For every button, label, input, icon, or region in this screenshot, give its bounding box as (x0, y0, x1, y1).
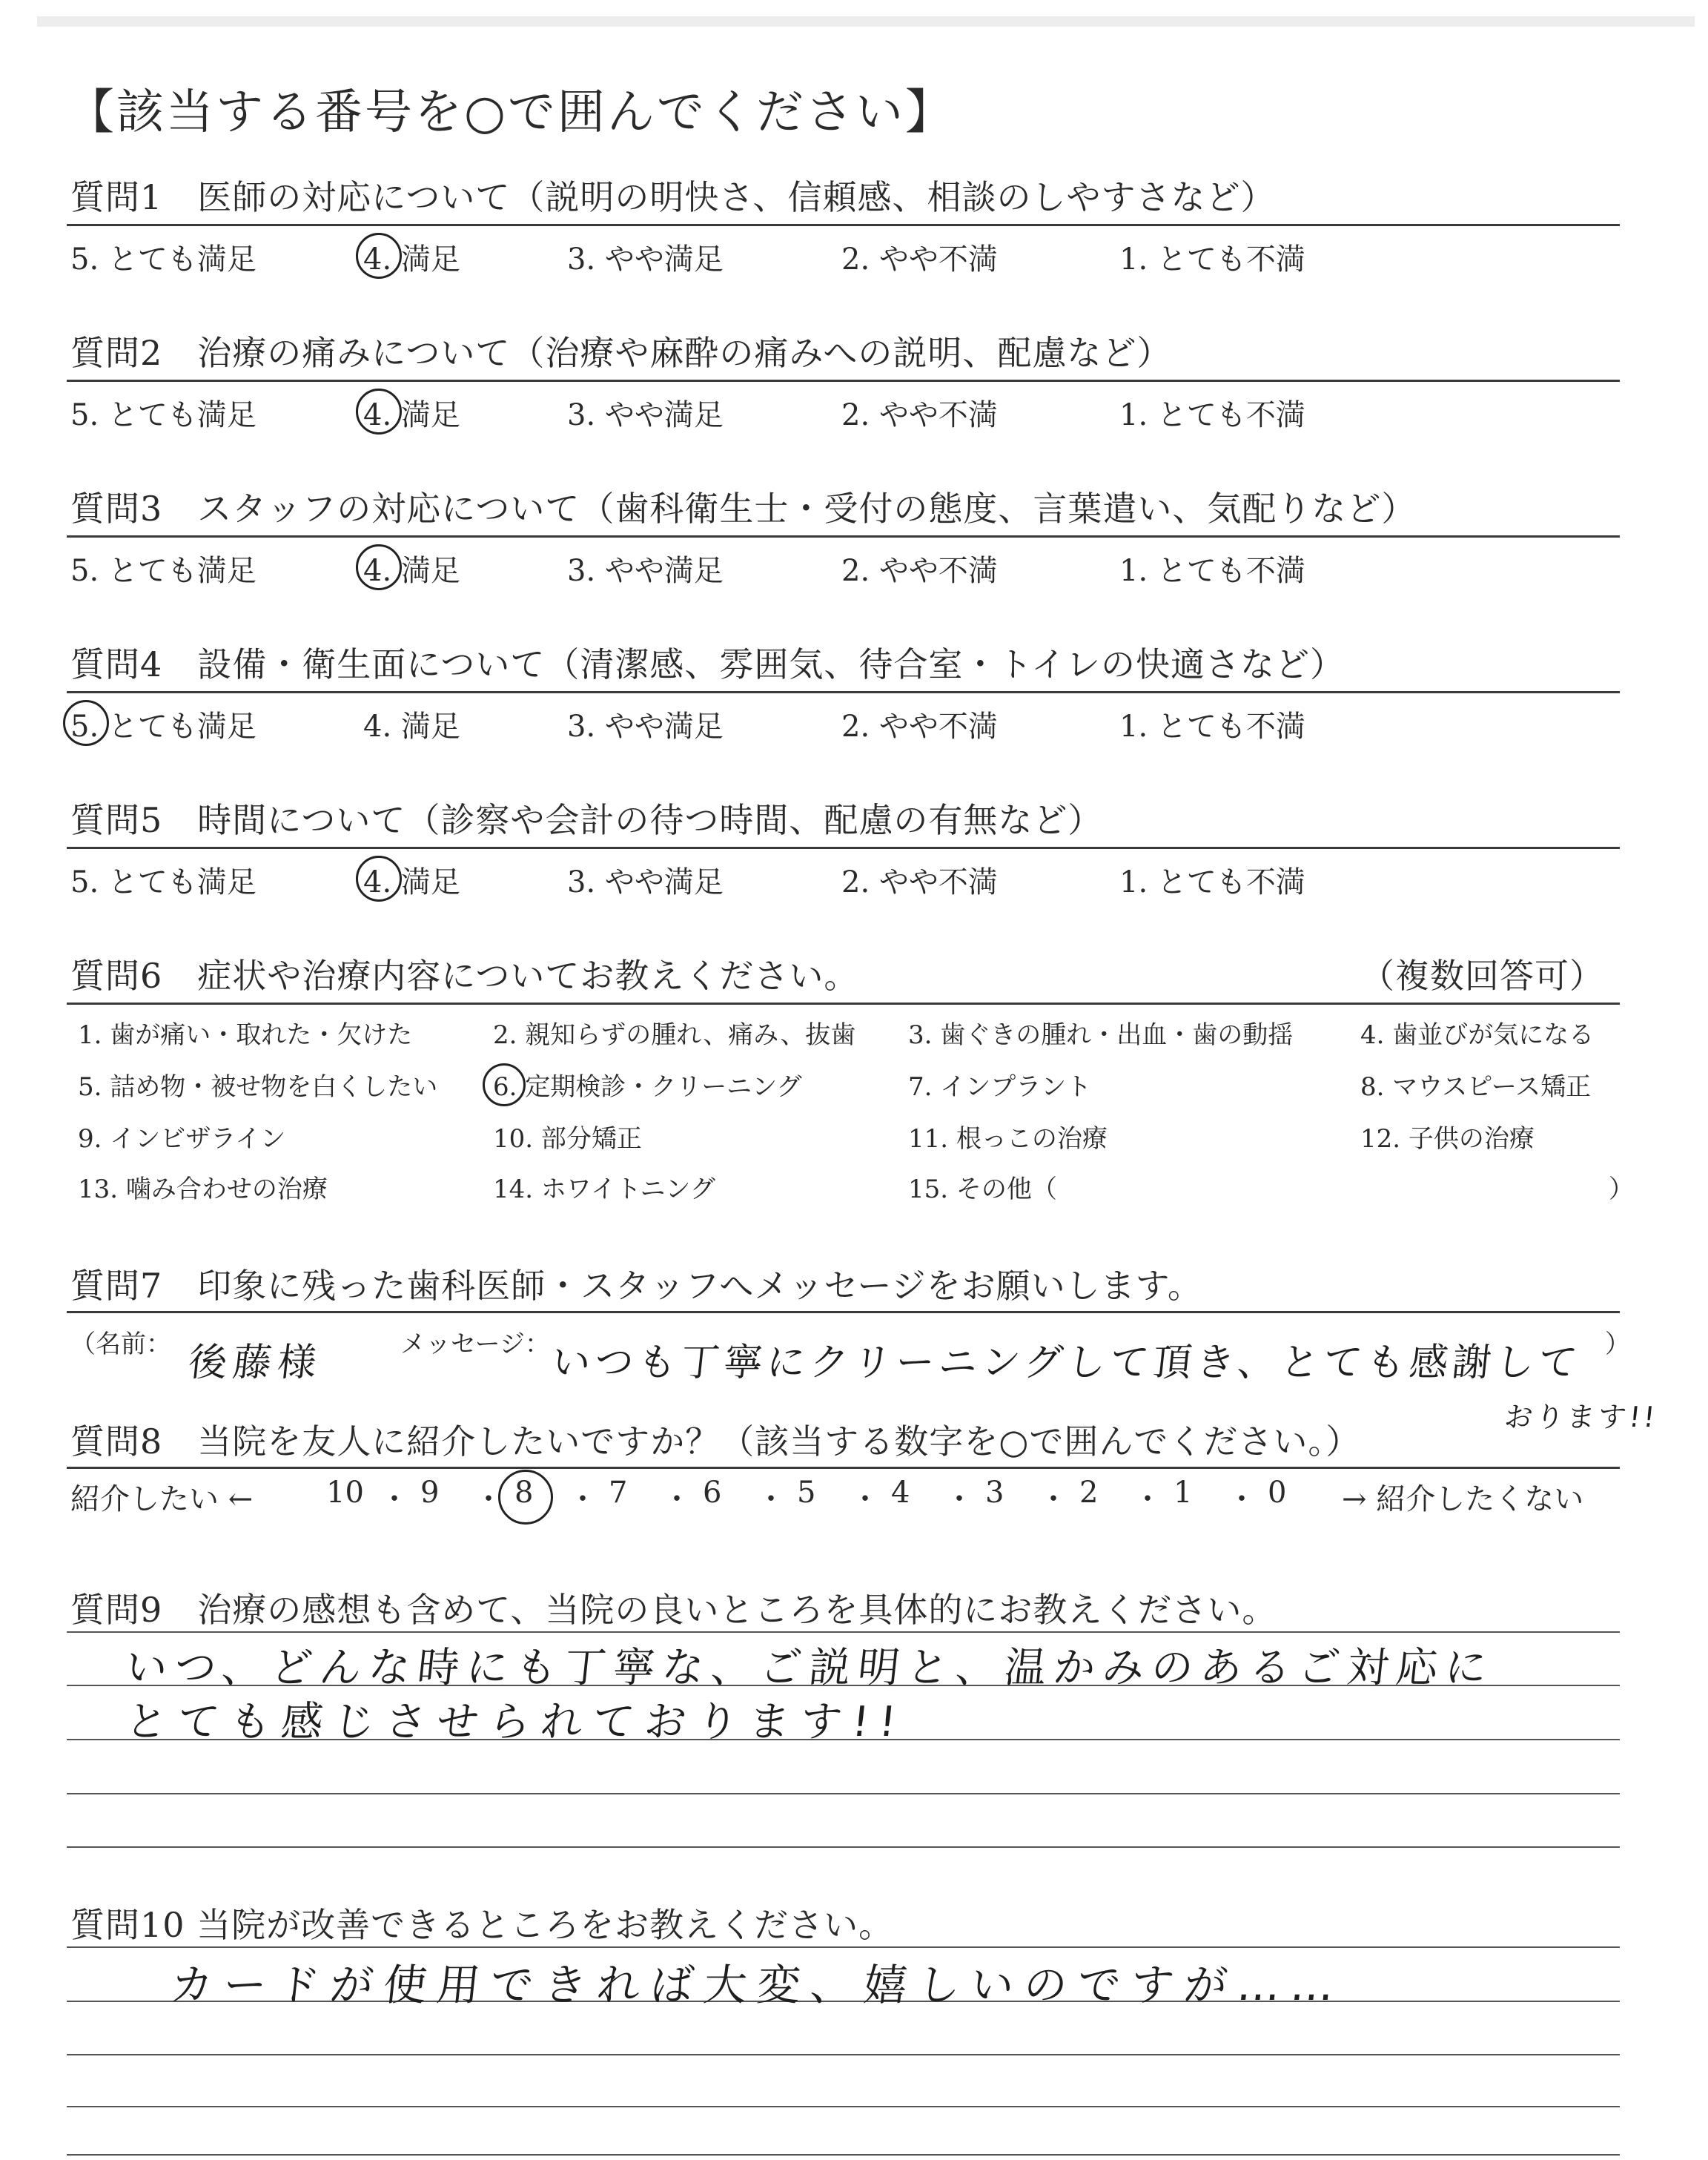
q3-option-4[interactable]: 4. 満足 (363, 554, 460, 588)
q8-score-0[interactable]: 0 (1268, 1476, 1287, 1510)
q7-name-value[interactable]: 後藤様 (186, 1341, 325, 1385)
q5-rule (67, 847, 1620, 849)
q3-option-5[interactable]: 5. とても満足 (70, 554, 256, 588)
q6-option-8[interactable]: 8. マウスピース矯正 (1360, 1072, 1592, 1102)
scan-top-border (37, 16, 1695, 27)
q8-score-9[interactable]: 9 (420, 1476, 440, 1510)
q2-rule (67, 380, 1620, 382)
q10-title: 質問10 当院が改善できるところをお教えください。 (70, 1905, 894, 1945)
q6-title: 質問6 症状や治療内容についてお教えください。 (70, 956, 859, 996)
q6-option-7[interactable]: 7. インプラント (908, 1072, 1092, 1102)
q3-rule (67, 535, 1620, 538)
q8-score-2[interactable]: 2 (1079, 1476, 1099, 1510)
q2-option-3[interactable]: 3. やや満足 (567, 398, 724, 432)
q5-option-5[interactable]: 5. とても満足 (70, 865, 256, 899)
q6-option-2[interactable]: 2. 親知らずの腫れ、痛み、抜歯 (493, 1020, 856, 1050)
q6-option-13[interactable]: 13. 噛み合わせの治療 (78, 1175, 328, 1204)
q8-score-1[interactable]: 1 (1174, 1476, 1193, 1510)
q8-separator-dot: ・ (1227, 1482, 1257, 1516)
q8-score-4[interactable]: 4 (891, 1476, 910, 1510)
q6-option-16: ） (1609, 1175, 1634, 1204)
q5-option-2[interactable]: 2. やや不満 (841, 865, 998, 899)
q5-selected-circle (356, 856, 402, 902)
q8-separator-dot: ・ (662, 1482, 692, 1516)
q8-selected-circle (498, 1470, 553, 1525)
q1-selected-circle (356, 233, 402, 279)
q5-option-3[interactable]: 3. やや満足 (567, 865, 724, 899)
q4-title: 質問4 設備・衛生面について（清潔感、雰囲気、待合室・トイレの快適さなど） (70, 644, 1345, 684)
q10-answer-line-1[interactable]: カードが使用できれば大変、嬉しいのですが…… (167, 1960, 1348, 2010)
q4-option-1[interactable]: 1. とても不満 (1119, 710, 1305, 744)
q6-option-11[interactable]: 11. 根っこの治療 (908, 1124, 1108, 1154)
q10-line-4 (67, 2106, 1620, 2107)
q5-title: 質問5 時間について（診察や会計の待つ時間、配慮の有無など） (70, 800, 1103, 840)
q8-score-6[interactable]: 6 (703, 1476, 722, 1510)
q6-option-5[interactable]: 5. 詰め物・被せ物を白くしたい (78, 1072, 438, 1102)
q4-option-3[interactable]: 3. やや満足 (567, 710, 724, 744)
q3-title: 質問3 スタッフの対応について（歯科衛生士・受付の態度、言葉遣い、気配りなど） (70, 489, 1417, 529)
q2-option-4[interactable]: 4. 満足 (363, 398, 460, 432)
q1-option-5[interactable]: 5. とても満足 (70, 242, 256, 277)
q6-option-12[interactable]: 12. 子供の治療 (1360, 1124, 1535, 1154)
q9-answer-line-1[interactable]: いつ、どんな時にも丁寧な、ご説明と、温かみのあるご対応に (123, 1644, 1497, 1692)
q6-option-15[interactable]: 15. その他（ (908, 1175, 1057, 1204)
q2-selected-circle (356, 389, 402, 435)
q7-title: 質問7 印象に残った歯科医師・スタッフへメッセージをお願いします。 (70, 1266, 1202, 1306)
q8-score-3[interactable]: 3 (985, 1476, 1004, 1510)
q2-option-1[interactable]: 1. とても不満 (1119, 398, 1305, 432)
q6-rule (67, 1003, 1620, 1005)
q3-option-2[interactable]: 2. やや不満 (841, 554, 998, 588)
q8-separator-dot: ・ (1039, 1482, 1068, 1516)
page-heading: 【該当する番号を○で囲んでください】 (67, 85, 955, 140)
q5-option-1[interactable]: 1. とても不満 (1119, 865, 1305, 899)
q8-score-5[interactable]: 5 (797, 1476, 816, 1510)
q4-option-4[interactable]: 4. 満足 (363, 710, 460, 744)
q6-option-9[interactable]: 9. インビザライン (78, 1124, 286, 1154)
q9-answer-line-2[interactable]: とても感じさせられております!! (123, 1698, 909, 1746)
q10-line-1 (67, 1946, 1620, 1948)
q7-name-label: （名前： (70, 1330, 171, 1359)
q6-option-1[interactable]: 1. 歯が痛い・取れた・欠けた (78, 1020, 413, 1050)
q7-rule (67, 1311, 1620, 1313)
q1-title: 質問1 医師の対応について（説明の明快さ、信頼感、相談のしやすさなど） (70, 177, 1276, 217)
q1-option-1[interactable]: 1. とても不満 (1119, 242, 1305, 277)
q6-option-4[interactable]: 4. 歯並びが気になる (1360, 1020, 1595, 1050)
q6-note: （複数回答可） (1360, 956, 1604, 996)
q10-line-5 (67, 2154, 1620, 2156)
q8-score-8[interactable]: 8 (514, 1476, 534, 1510)
q3-option-1[interactable]: 1. とても不満 (1119, 554, 1305, 588)
q8-separator-dot: ・ (474, 1482, 503, 1516)
q1-option-3[interactable]: 3. やや満足 (567, 242, 724, 277)
q6-option-3[interactable]: 3. 歯ぐきの腫れ・出血・歯の動揺 (908, 1020, 1294, 1050)
q9-title: 質問9 治療の感想も含めて、当院の良いところを具体的にお教えください。 (70, 1590, 1277, 1630)
q4-option-5[interactable]: 5. とても満足 (70, 710, 256, 744)
q8-separator-dot: ・ (756, 1482, 786, 1516)
q8-separator-dot: ・ (380, 1482, 409, 1516)
q4-option-2[interactable]: 2. やや不満 (841, 710, 998, 744)
q2-option-5[interactable]: 5. とても満足 (70, 398, 256, 432)
q8-separator-dot: ・ (850, 1482, 880, 1516)
q3-option-3[interactable]: 3. やや満足 (567, 554, 724, 588)
q10-line-3 (67, 2054, 1620, 2055)
q9-line-5 (67, 1846, 1620, 1848)
q8-separator-dot: ・ (568, 1482, 598, 1516)
q7-message-continued[interactable]: おります!! (1503, 1401, 1660, 1433)
q4-rule (67, 691, 1620, 693)
q8-left-label: 紹介したい ← (70, 1482, 254, 1516)
q6-option-10[interactable]: 10. 部分矯正 (493, 1124, 642, 1154)
q2-option-2[interactable]: 2. やや不満 (841, 398, 998, 432)
q1-rule (67, 224, 1620, 226)
q9-line-4 (67, 1793, 1620, 1794)
q2-title: 質問2 治療の痛みについて（治療や麻酔の痛みへの説明、配慮など） (70, 333, 1172, 373)
q8-score-10[interactable]: 10 (326, 1476, 364, 1510)
q6-selected-circle (483, 1063, 526, 1106)
q8-separator-dot: ・ (1133, 1482, 1162, 1516)
q6-option-14[interactable]: 14. ホワイトニング (493, 1175, 715, 1204)
q6-option-6[interactable]: 6. 定期検診・クリーニング (493, 1072, 802, 1102)
q7-message-value[interactable]: いつも丁寧にクリーニングして頂き、とても感謝して (549, 1341, 1584, 1385)
q8-right-label: → 紹介したくない (1342, 1482, 1584, 1516)
q1-option-4[interactable]: 4. 満足 (363, 242, 460, 277)
q3-selected-circle (356, 544, 402, 590)
q8-score-7[interactable]: 7 (609, 1476, 628, 1510)
q9-line-1 (67, 1631, 1620, 1633)
q5-option-4[interactable]: 4. 満足 (363, 865, 460, 899)
q4-selected-circle (63, 700, 109, 746)
q8-separator-dot: ・ (944, 1482, 974, 1516)
q7-message-label: メッセージ： (400, 1330, 550, 1359)
q8-title: 質問8 当院を友人に紹介したいですか？（該当する数字を○で囲んでください。） (70, 1421, 1361, 1462)
q7-close-paren: ） (1605, 1330, 1630, 1359)
q1-option-2[interactable]: 2. やや不満 (841, 242, 998, 277)
q8-rule (67, 1467, 1620, 1469)
